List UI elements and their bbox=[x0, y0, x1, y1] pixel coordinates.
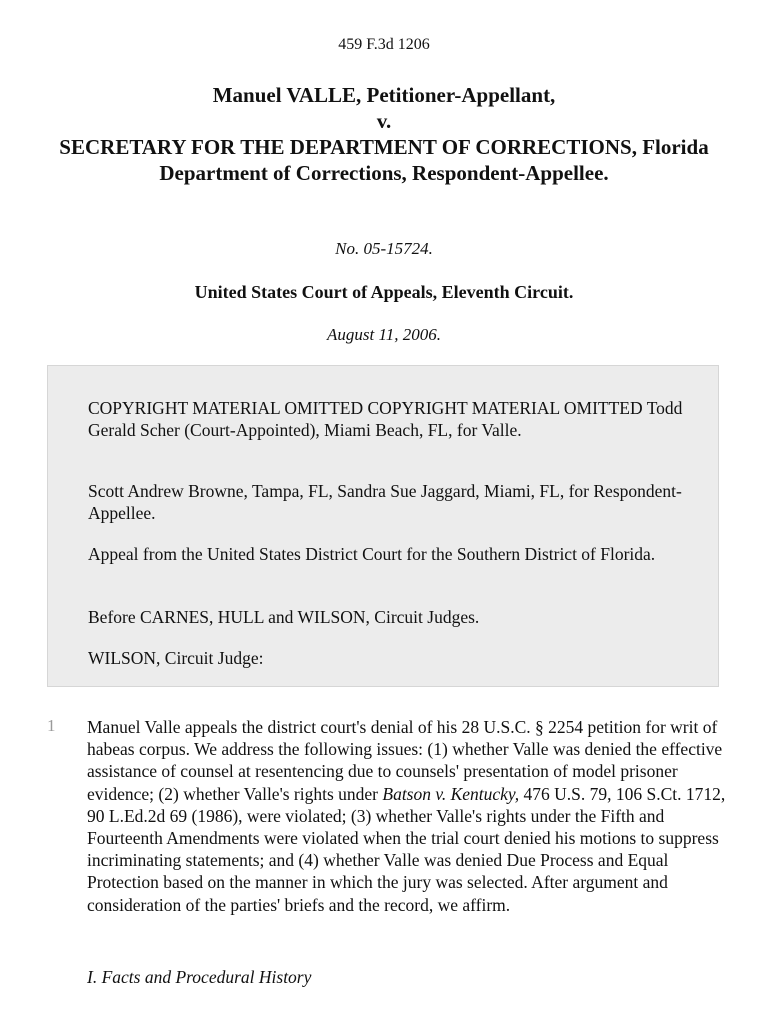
opinion-text-end: 476 U.S. 79, 106 S.Ct. 1712, 90 L.Ed.2d 69 (1986), were violated; (3) whether Valle's rights under the Fifth and Fourteenth Amendments were violated when the trial court denied his motions to suppress incriminating statements; and (4) whether Valle was denied Due Process and Equal Protection based on the manner in which the jury was selected. After argument and consideration of the parties' briefs and the record, we affirm. bbox=[87, 783, 726, 915]
opinion-author: WILSON, Circuit Judge: bbox=[88, 648, 264, 668]
petitioner-line: Manuel VALLE, Petitioner-Appellant, bbox=[212, 83, 556, 107]
decision-date: August 11, 2006. bbox=[327, 325, 441, 344]
counsel-appellee: Scott Andrew Browne, Tampa, FL, Sandra Sue Jaggard, Miami, FL, for Respondent-Appellee. bbox=[88, 481, 682, 523]
opinion-paragraph bbox=[87, 716, 727, 916]
versus-line: v. bbox=[376, 109, 392, 133]
case-reference: Batson v. Kentucky, bbox=[382, 783, 520, 804]
paragraph-number: 1 bbox=[47, 716, 56, 735]
respondent-line: SECRETARY FOR THE DEPARTMENT OF CORRECTIONS, Florida Department of Corrections, Respondent-Appellee. bbox=[59, 135, 709, 185]
appeal-from: Appeal from the United States District Court for the Southern District of Florida. bbox=[88, 544, 656, 564]
case-citation: 459 F.3d 1206 bbox=[338, 36, 430, 53]
counsel-appellant: COPYRIGHT MATERIAL OMITTED COPYRIGHT MATERIAL OMITTED Todd Gerald Scher (Court-Appointed), Miami Beach, FL, for Valle. bbox=[88, 398, 683, 440]
case-title bbox=[40, 82, 728, 186]
case-header-box bbox=[47, 365, 719, 687]
section-heading: I. Facts and Procedural History bbox=[87, 967, 312, 987]
court-name: United States Court of Appeals, Eleventh Circuit. bbox=[194, 282, 574, 302]
opinion-text-start: Manuel Valle appeals the district court's denial of his 28 U.S.C. § 2254 petition for writ of habeas corpus. We address the following issues: (1) whether Valle was denied the effective assistance of counsel at resentencing due to counsels' presentation of model prisoner evidence; (2) whether Valle's rights under bbox=[87, 717, 723, 804]
judges-panel: Before CARNES, HULL and WILSON, Circuit Judges. bbox=[88, 607, 480, 627]
docket-number: No. 05-15724. bbox=[335, 239, 433, 258]
